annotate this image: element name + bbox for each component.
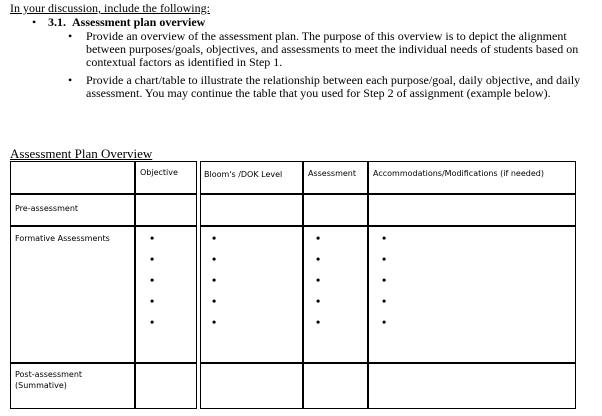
bullet-icon: • [316,315,321,329]
assessment-plan-table [10,161,576,409]
bullet-icon: • [150,252,155,266]
bullet-icon: • [150,315,155,329]
section-bullet-icon: • [32,15,37,29]
table-cell [368,363,576,409]
table-cell-blooms-bullets [200,226,303,363]
header-cell-objective: Objective [135,161,197,194]
table-cell-assessment-bullets [303,226,368,363]
row-label-formative-assessments: Formative Assessments [10,226,135,363]
section-title: Assessment plan overview [72,15,206,29]
bullet-icon: • [316,294,321,308]
table-cell [303,194,368,226]
bullet-icon: • [150,273,155,287]
table-cell [135,194,197,226]
bullet-icon: • [212,252,217,266]
bullet-icon: • [316,231,321,245]
bullet-icon: • [212,294,217,308]
bullet-icon: • [150,294,155,308]
header-cell-accommodations: Accommodations/Modifications (if needed) [368,161,576,194]
header-cell-assessment: Assessment [303,161,368,194]
table-cell [135,363,197,409]
row-label-pre-assessment: Pre-assessment [10,194,135,226]
bullet-icon: • [382,273,387,287]
table-title: Assessment Plan Overview [10,146,153,161]
table-cell [200,363,303,409]
table-cell-objective-bullets [135,226,197,363]
table-cell [368,194,576,226]
list-item-text: Provide a chart/table to illustrate the relationship between each purpose/goal, daily objective, and daily assessment. You may continue the table that you used for Step 2 of assignment (example below). [86,73,581,101]
header-cell-empty [10,161,135,194]
bullet-icon: • [68,29,73,43]
bullet-icon: • [382,252,387,266]
bullet-icon: • [150,231,155,245]
header-cell-blooms-dok: Bloom's /DOK Level [200,161,303,194]
section-number: 3.1. [48,15,66,29]
row-label-post-assessment: Post-assessment (Summative) [10,363,135,409]
intro-text: In your discussion, include the following: [10,1,210,15]
bullet-icon: • [382,315,387,329]
bullet-icon: • [212,231,217,245]
table-cell [200,194,303,226]
bullet-icon: • [382,231,387,245]
bullet-icon: • [316,273,321,287]
table-cell [303,363,368,409]
bullet-icon: • [316,252,321,266]
bullet-icon: • [382,294,387,308]
bullet-icon: • [68,73,73,87]
table-cell-accommodations-bullets [368,226,576,363]
list-item-text: Provide an overview of the assessment plan. The purpose of this overview is to depict the alignment between purposes/goals, objectives, and assessments to meet the individual needs of students based on contextual factors as identified in Step 1. [86,29,579,70]
bullet-icon: • [212,273,217,287]
bullet-icon: • [212,315,217,329]
